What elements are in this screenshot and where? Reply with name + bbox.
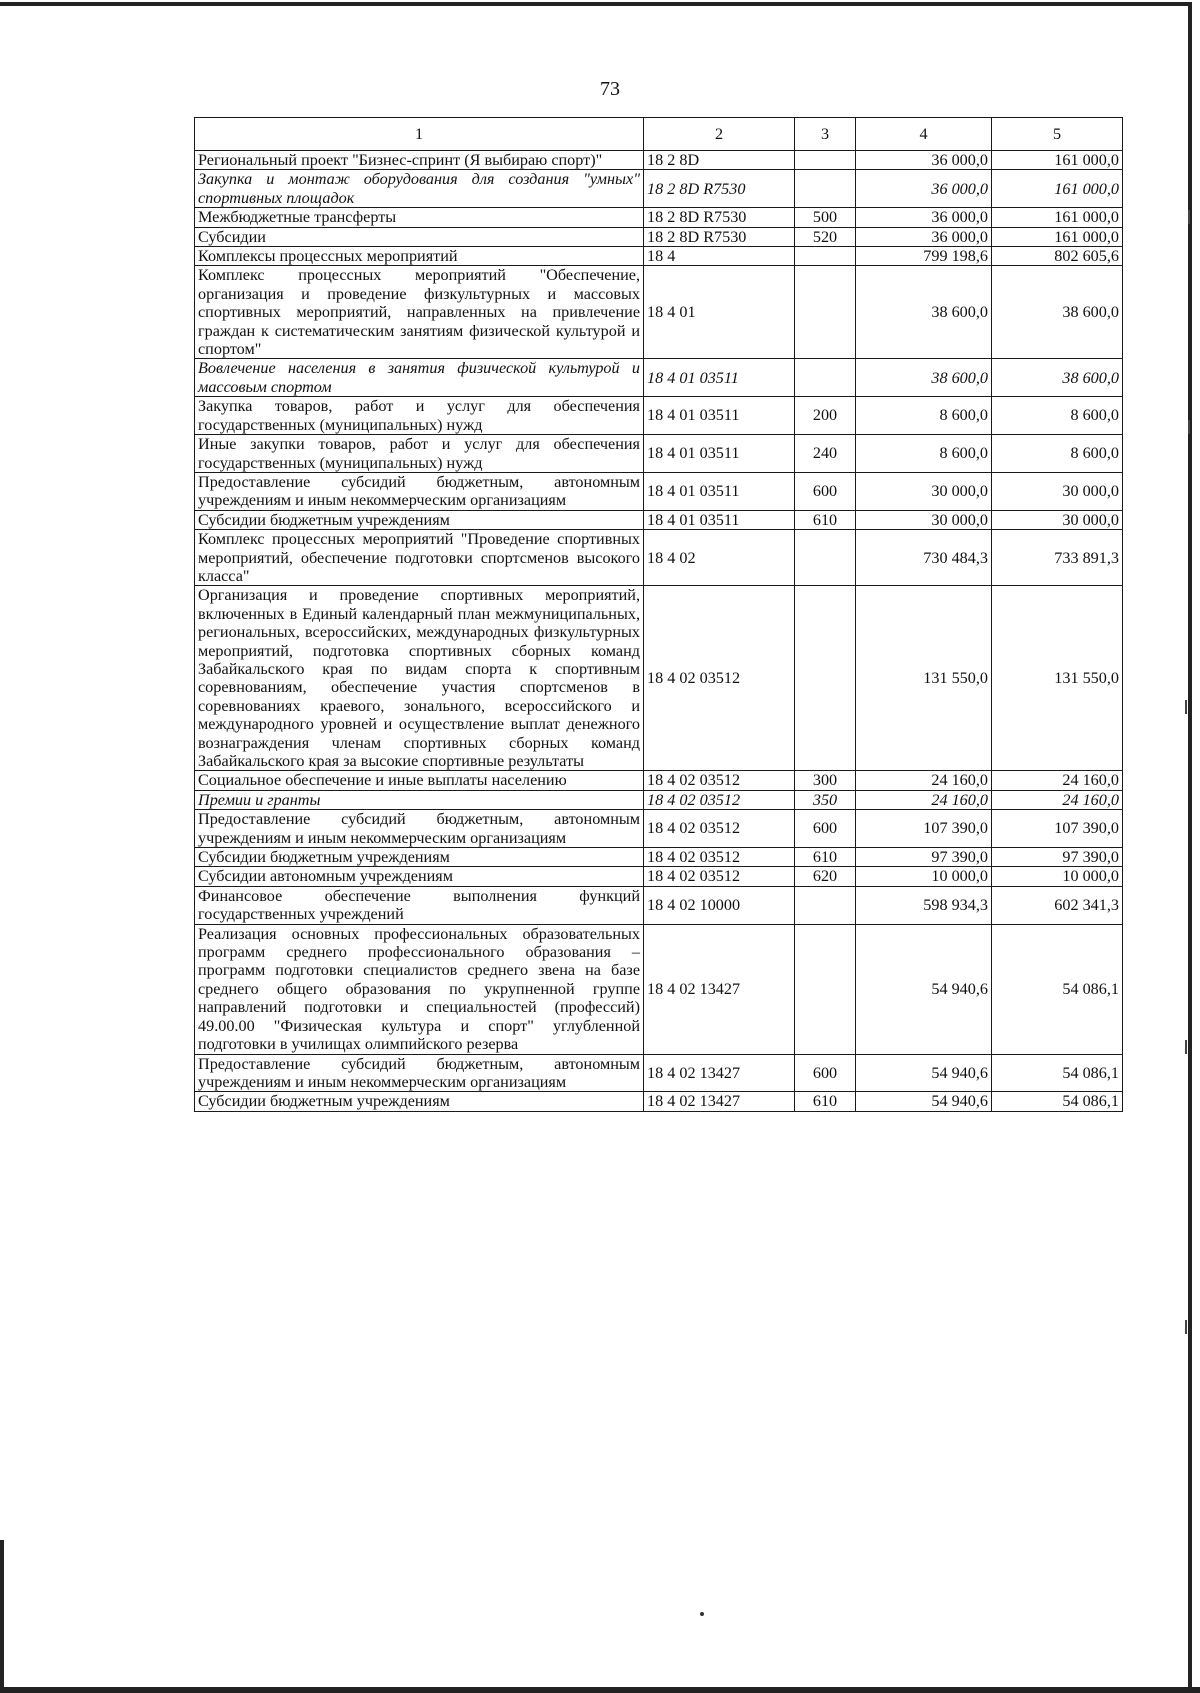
value-col4-cell: 97 390,0 — [856, 848, 992, 867]
name-cell: Комплексы процессных мероприятий — [195, 247, 644, 266]
vr-cell — [795, 170, 856, 208]
value-col5-cell: 161 000,0 — [992, 151, 1123, 170]
vr-cell — [795, 359, 856, 397]
value-col5-cell: 54 086,1 — [992, 1054, 1123, 1092]
name-cell: Организация и проведение спортивных мероприятий, включенных в Единый календарный план межмуниципальных, региональных, всероссийских, международных физкультурных мероприятий, подготовка спортивных сборных команд Забайкальского края по видам спорта к спортивным соревнованиям, обеспечение участия спортсменов в соревнованиях краевого, зонального, всероссийского и международного уровней и осуществление выплат денежного вознаграждения членам спортивных сборных команд Забайкальского края за высокие спортивные результаты — [195, 586, 644, 771]
header-cell: 4 — [856, 118, 992, 151]
code-cell: 18 4 02 13427 — [644, 924, 795, 1054]
code-cell: 18 4 02 10000 — [644, 886, 795, 924]
value-col5-cell: 161 000,0 — [992, 170, 1123, 208]
value-col4-cell: 54 940,6 — [856, 924, 992, 1054]
scan-border-bottom — [0, 1687, 1200, 1693]
code-cell: 18 4 02 03512 — [644, 790, 795, 809]
value-col5-cell: 24 160,0 — [992, 790, 1123, 809]
vr-cell: 240 — [795, 435, 856, 473]
vr-cell: 520 — [795, 227, 856, 246]
vr-cell — [795, 530, 856, 586]
table-row — [195, 208, 1123, 227]
value-col5-cell: 107 390,0 — [992, 810, 1123, 848]
value-col4-cell: 54 940,6 — [856, 1054, 992, 1092]
name-cell: Межбюджетные трансферты — [195, 208, 644, 227]
code-cell: 18 4 01 03511 — [644, 435, 795, 473]
value-col5-cell: 161 000,0 — [992, 227, 1123, 246]
value-col5-cell: 131 550,0 — [992, 586, 1123, 771]
code-cell: 18 2 8D R7530 — [644, 208, 795, 227]
value-col4-cell: 131 550,0 — [856, 586, 992, 771]
code-cell: 18 2 8D R7530 — [644, 227, 795, 246]
vr-cell — [795, 886, 856, 924]
table-row — [195, 810, 1123, 848]
code-cell: 18 4 02 — [644, 530, 795, 586]
vr-cell: 300 — [795, 771, 856, 790]
table-row — [195, 247, 1123, 266]
value-col4-cell: 799 198,6 — [856, 247, 992, 266]
code-cell: 18 4 01 03511 — [644, 359, 795, 397]
scan-speck — [1188, 210, 1190, 224]
vr-cell: 620 — [795, 867, 856, 886]
vr-cell: 610 — [795, 848, 856, 867]
vr-cell — [795, 266, 856, 359]
table-row — [195, 397, 1123, 435]
name-cell: Комплекс процессных мероприятий "Проведение спортивных мероприятий, обеспечение подготовки спортсменов высокого класса" — [195, 530, 644, 586]
value-col4-cell: 730 484,3 — [856, 530, 992, 586]
table-row — [195, 586, 1123, 771]
table-row — [195, 472, 1123, 510]
value-col4-cell: 24 160,0 — [856, 771, 992, 790]
name-cell: Субсидии — [195, 227, 644, 246]
name-cell: Предоставление субсидий бюджетным, автономным учреждениям и иным некоммерческим организациям — [195, 472, 644, 510]
code-cell: 18 4 01 — [644, 266, 795, 359]
name-cell: Реализация основных профессиональных образовательных программ среднего профессионального образования – программ подготовки специалистов среднего звена на базе среднего общего образования по укрупненной группе направлений подготовки и специальностей (профессий) 49.00.00 "Физическая культура и спорт" углубленной подготовки в училищах олимпийского резерва — [195, 924, 644, 1054]
name-cell: Закупка товаров, работ и услуг для обеспечения государственных (муниципальных) нужд — [195, 397, 644, 435]
code-cell: 18 4 — [644, 247, 795, 266]
vr-cell: 610 — [795, 1092, 856, 1111]
scan-border-right — [1188, 2, 1192, 1692]
name-cell: Субсидии бюджетным учреждениям — [195, 1092, 644, 1111]
table-row — [195, 886, 1123, 924]
value-col5-cell: 802 605,6 — [992, 247, 1123, 266]
vr-cell: 610 — [795, 510, 856, 529]
value-col4-cell: 54 940,6 — [856, 1092, 992, 1111]
code-cell: 18 4 02 03512 — [644, 810, 795, 848]
value-col4-cell: 8 600,0 — [856, 435, 992, 473]
code-cell: 18 4 02 13427 — [644, 1054, 795, 1092]
name-cell: Субсидии бюджетным учреждениям — [195, 848, 644, 867]
name-cell: Субсидии бюджетным учреждениям — [195, 510, 644, 529]
table-row — [195, 867, 1123, 886]
value-col5-cell: 10 000,0 — [992, 867, 1123, 886]
name-cell: Субсидии автономным учреждениям — [195, 867, 644, 886]
table-row — [195, 359, 1123, 397]
vr-cell: 600 — [795, 810, 856, 848]
value-col5-cell: 8 600,0 — [992, 435, 1123, 473]
value-col5-cell: 733 891,3 — [992, 530, 1123, 586]
vr-cell — [795, 151, 856, 170]
table-row — [195, 151, 1123, 170]
value-col4-cell: 598 934,3 — [856, 886, 992, 924]
code-cell: 18 4 02 03512 — [644, 867, 795, 886]
header-cell: 3 — [795, 118, 856, 151]
value-col5-cell: 602 341,3 — [992, 886, 1123, 924]
table-row — [195, 924, 1123, 1054]
vr-cell: 500 — [795, 208, 856, 227]
value-col4-cell: 38 600,0 — [856, 359, 992, 397]
name-cell: Предоставление субсидий бюджетным, автономным учреждениям и иным некоммерческим организациям — [195, 810, 644, 848]
table-row — [195, 790, 1123, 809]
value-col4-cell: 30 000,0 — [856, 472, 992, 510]
value-col4-cell: 36 000,0 — [856, 151, 992, 170]
vr-cell: 600 — [795, 1054, 856, 1092]
code-cell: 18 2 8D R7530 — [644, 170, 795, 208]
value-col5-cell: 30 000,0 — [992, 472, 1123, 510]
table-row — [195, 530, 1123, 586]
value-col5-cell: 8 600,0 — [992, 397, 1123, 435]
code-cell: 18 4 01 03511 — [644, 510, 795, 529]
table-row — [195, 227, 1123, 246]
value-col5-cell: 161 000,0 — [992, 208, 1123, 227]
value-col4-cell: 36 000,0 — [856, 227, 992, 246]
scan-speck — [1185, 1320, 1187, 1334]
value-col5-cell: 30 000,0 — [992, 510, 1123, 529]
value-col4-cell: 8 600,0 — [856, 397, 992, 435]
budget-table — [194, 117, 1123, 1112]
value-col5-cell: 24 160,0 — [992, 771, 1123, 790]
page-number: 73 — [600, 78, 620, 100]
name-cell: Предоставление субсидий бюджетным, автономным учреждениям и иным некоммерческим организациям — [195, 1054, 644, 1092]
table-header-row — [195, 118, 1123, 151]
table-row — [195, 510, 1123, 529]
scan-speck — [1185, 1040, 1187, 1054]
name-cell: Комплекс процессных мероприятий "Обеспечение, организация и проведение физкультурных и массовых спортивных мероприятий, направленных на привлечение граждан к систематическим занятиям физической культурой и спортом" — [195, 266, 644, 359]
value-col5-cell: 38 600,0 — [992, 359, 1123, 397]
value-col5-cell: 54 086,1 — [992, 1092, 1123, 1111]
vr-cell: 350 — [795, 790, 856, 809]
table-row — [195, 848, 1123, 867]
code-cell: 18 4 02 03512 — [644, 848, 795, 867]
value-col4-cell: 36 000,0 — [856, 208, 992, 227]
header-cell: 1 — [195, 118, 644, 151]
code-cell: 18 2 8D — [644, 151, 795, 170]
name-cell: Региональный проект "Бизнес-спринт (Я выбираю спорт)" — [195, 151, 644, 170]
table-row — [195, 170, 1123, 208]
table-row — [195, 266, 1123, 359]
value-col4-cell: 30 000,0 — [856, 510, 992, 529]
scan-border-left — [0, 1540, 4, 1690]
scan-speck — [1188, 420, 1190, 434]
header-cell: 2 — [644, 118, 795, 151]
header-cell: 5 — [992, 118, 1123, 151]
table-row — [195, 1092, 1123, 1111]
vr-cell — [795, 586, 856, 771]
value-col5-cell: 38 600,0 — [992, 266, 1123, 359]
name-cell: Финансовое обеспечение выполнения функций государственных учреждений — [195, 886, 644, 924]
value-col5-cell: 97 390,0 — [992, 848, 1123, 867]
name-cell: Иные закупки товаров, работ и услуг для обеспечения государственных (муниципальных) нужд — [195, 435, 644, 473]
table-row — [195, 435, 1123, 473]
scan-speck — [1185, 700, 1187, 714]
code-cell: 18 4 02 03512 — [644, 771, 795, 790]
vr-cell: 600 — [795, 472, 856, 510]
name-cell: Социальное обеспечение и иные выплаты населению — [195, 771, 644, 790]
name-cell: Вовлечение населения в занятия физической культурой и массовым спортом — [195, 359, 644, 397]
value-col4-cell: 24 160,0 — [856, 790, 992, 809]
value-col5-cell: 54 086,1 — [992, 924, 1123, 1054]
code-cell: 18 4 02 13427 — [644, 1092, 795, 1111]
code-cell: 18 4 01 03511 — [644, 397, 795, 435]
value-col4-cell: 36 000,0 — [856, 170, 992, 208]
value-col4-cell: 38 600,0 — [856, 266, 992, 359]
vr-cell: 200 — [795, 397, 856, 435]
vr-cell — [795, 247, 856, 266]
vr-cell — [795, 924, 856, 1054]
scan-border-top — [0, 0, 1200, 14]
table-row — [195, 771, 1123, 790]
code-cell: 18 4 01 03511 — [644, 472, 795, 510]
scan-dot — [700, 1612, 704, 1616]
code-cell: 18 4 02 03512 — [644, 586, 795, 771]
name-cell: Закупка и монтаж оборудования для создания "умных" спортивных площадок — [195, 170, 644, 208]
value-col4-cell: 10 000,0 — [856, 867, 992, 886]
name-cell: Премии и гранты — [195, 790, 644, 809]
value-col4-cell: 107 390,0 — [856, 810, 992, 848]
table-row — [195, 1054, 1123, 1092]
